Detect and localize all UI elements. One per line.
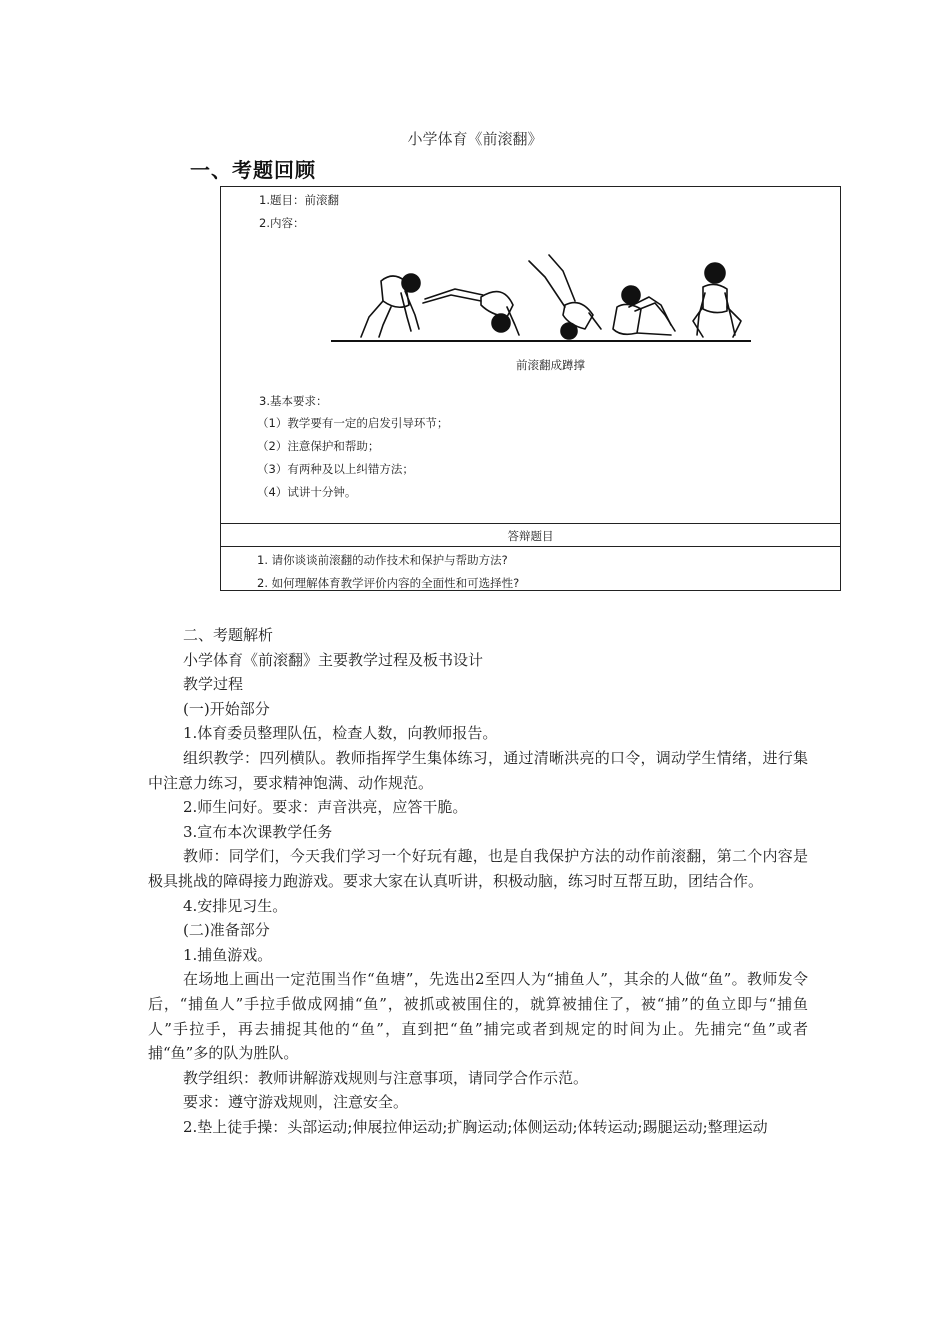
paragraph: 3.宣布本次课教学任务 [183, 822, 333, 841]
requirement-item: （4）试讲十分钟。 [257, 485, 357, 499]
defense-question: 2. 如何理解体育教学评价内容的全面性和可选择性? [257, 576, 520, 590]
paragraph: 在场地上画出一定范围当作“鱼塘”，先选出2至四人为“捕鱼人”，其余的人做“鱼”。教师发令后，“捕鱼人”手拉手做成网捕“鱼”，被抓或被围住的，就算被捕住了，被“捕”的鱼立即与“捕鱼人”手拉手，再去捕捉其他的“鱼”，直到把“鱼”捕完或者到规定的时间为止。先捕完“鱼”或者捕“鱼”多的队为胜队。 [148, 970, 808, 1063]
defense-header: 答辩题目 [221, 523, 840, 547]
defense-question: 1. 请你谈谈前滚翻的动作技术和保护与帮助方法? [257, 553, 508, 567]
exam-question-table [220, 186, 841, 591]
paragraph: 教师：同学们，今天我们学习一个好玩有趣，也是自我保护方法的动作前滚翻，第二个内容是极具挑战的障碍接力跑游戏。要求大家在认真听讲，积极动脑，练习时互帮互助，团结合作。 [148, 847, 808, 890]
figure-caption: 前滚翻成蹲撑 [516, 358, 585, 372]
requirement-item: （2）注意保护和帮助； [257, 439, 380, 453]
exam-topic: 1.题目：前滚翻 [259, 193, 339, 207]
exam-content-label: 2.内容： [259, 216, 305, 230]
paragraph: 要求：遵守游戏规则，注意安全。 [183, 1093, 409, 1112]
forward-roll-illustration [331, 245, 751, 347]
paragraph: 2.师生问好。要求：声音洪亮，应答干脆。 [183, 798, 468, 817]
paragraph: 教学过程 [183, 675, 244, 694]
requirement-item: （1）教学要有一定的启发引导环节； [257, 416, 449, 430]
requirements-label: 3.基本要求： [259, 394, 328, 408]
document-title: 小学体育《前滚翻》 [407, 130, 543, 148]
paragraph: 1.捕鱼游戏。 [183, 945, 273, 964]
paragraph: 教学组织：教师讲解游戏规则与注意事项，请同学合作示范。 [183, 1068, 589, 1087]
analysis-body [148, 623, 808, 1139]
paragraph: 2.垫上徒手操：头部运动;伸展拉伸运动;扩胸运动;体侧运动;体转运动;踢腿运动;整理运动 [183, 1117, 768, 1136]
paragraph: 1.体育委员整理队伍，检查人数，向教师报告。 [183, 724, 498, 743]
requirement-item: （3）有两种及以上纠错方法； [257, 462, 414, 476]
section-heading-review: 一、考题回顾 [190, 158, 316, 182]
paragraph: (二)准备部分 [183, 921, 270, 940]
paragraph: 组织教学：四列横队。教师指挥学生集体练习，通过清晰洪亮的口令，调动学生情绪，进行集中注意力练习，要求精神饱满、动作规范。 [148, 748, 808, 792]
paragraph: 4.安排见习生。 [183, 896, 288, 915]
analysis-subtitle: 小学体育《前滚翻》主要教学过程及板书设计 [183, 650, 484, 669]
section-heading-analysis: 二、考题解析 [183, 626, 274, 644]
paragraph: (一)开始部分 [183, 699, 270, 718]
